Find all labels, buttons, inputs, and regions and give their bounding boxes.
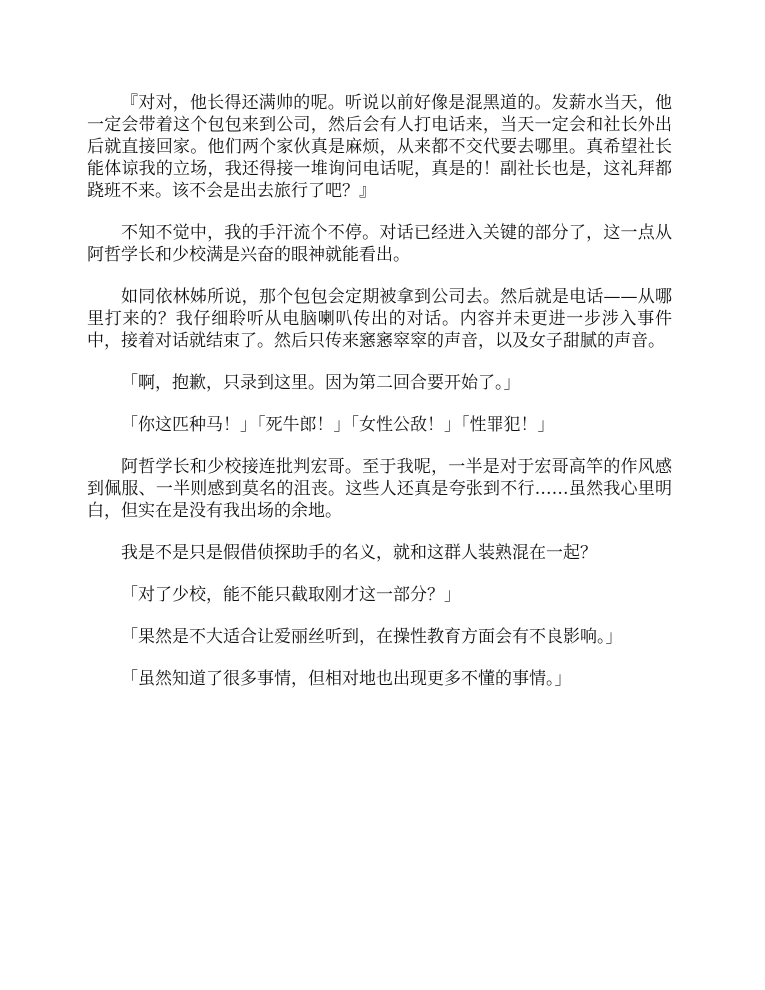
paragraph: 「对了少校，能不能只截取刚才这一部分？」 <box>121 585 461 605</box>
paragraph: 「啊，抱歉，只录到这里。因为第二回合要开始了。」 <box>121 373 521 393</box>
paragraph: 阿哲学长和少校接连批判宏哥。至于我呢，一半是对于宏哥高竿的作风感到佩服、一半则感到莫名的沮丧。这些人还真是夸张到不行……虽然我心里明白，但实在是没有我出场的余地。 <box>87 457 672 521</box>
paragraph: 如同依林姊所说，那个包包会定期被拿到公司去。然后就是电话——从哪里打来的？我仔细聆听从电脑喇叭传出的对话。内容并未更进一步涉入事件中，接着对话就结束了。然后只传来窸窸窣窣的声音，以及女子甜腻的声音。 <box>87 287 672 351</box>
paragraph: 「你这匹种马！」「死牛郎！」「女性公敌！」「性罪犯！」 <box>121 415 555 435</box>
paragraph: 不知不觉中，我的手汗流个不停。对话已经进入关键的部分了，这一点从阿哲学长和少校满是兴奋的眼神就能看出。 <box>87 223 672 265</box>
document-page <box>87 92 672 710</box>
paragraph: 我是不是只是假借侦探助手的名义，就和这群人装熟混在一起？ <box>121 543 597 563</box>
paragraph: 「果然是不大适合让爱丽丝听到，在操性教育方面会有不良影响。」 <box>121 627 623 647</box>
paragraph: 「虽然知道了很多事情，但相对地也出现更多不懂的事情。」 <box>121 669 572 689</box>
paragraph: 『对对，他长得还满帅的呢。听说以前好像是混黑道的。发薪水当天，他一定会带着这个包包来到公司，然后会有人打电话来，当天一定会和社长外出后就直接回家。他们两个家伙真是麻烦，从来都不交代要去哪里。真希望社长能体谅我的立场，我还得接一堆询问电话呢，真是的！副社长也是，这礼拜都跷班不来。该不会是出去旅行了吧？』 <box>87 93 672 201</box>
